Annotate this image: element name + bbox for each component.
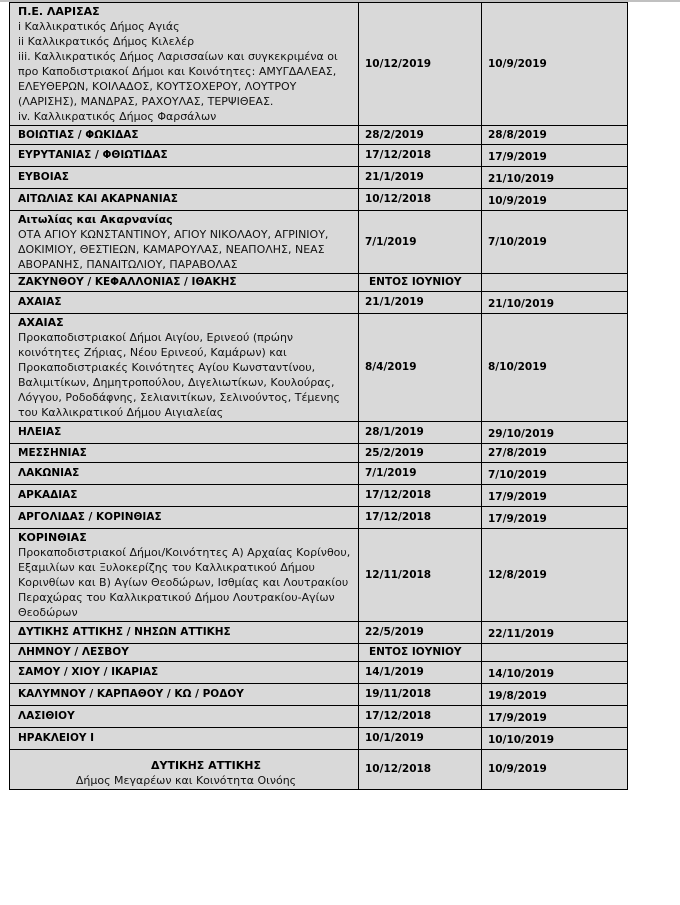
date-end: 7/10/2019 [482, 211, 628, 274]
region-detail: ii Καλλικρατικός Δήμος Κιλελέρ [18, 35, 195, 48]
date-end: 29/10/2019 [482, 422, 628, 444]
date-end: 17/9/2019 [482, 706, 628, 728]
region-name: ΚΑΛΥΜΝΟΥ / ΚΑΡΠΑΘΟΥ / ΚΩ / ΡΟΔΟΥ [10, 684, 359, 706]
region-name: ΖΑΚΥΝΘΟΥ / ΚΕΦΑΛΛΟΝΙΑΣ / ΙΘΑΚΗΣ [10, 274, 359, 292]
date-start: 28/2/2019 [359, 126, 482, 145]
region-cell [10, 211, 359, 274]
date-start: 10/12/2019 [359, 3, 482, 126]
region-detail: iv. Καλλικρατικός Δήμος Φαρσάλων [18, 110, 217, 123]
date-start: 28/1/2019 [359, 422, 482, 444]
region-name: ΒΟΙΩΤΙΑΣ / ΦΩΚΙΔΑΣ [10, 126, 359, 145]
region-name: ΑΧΑΙΑΣ [18, 316, 64, 329]
table-row [10, 507, 628, 529]
table-row [10, 145, 628, 167]
region-detail: Δήμος Μεγαρέων και Κοινότητα Οινόης [75, 774, 297, 787]
region-name: ΑΡΚΑΔΙΑΣ [10, 485, 359, 507]
table-row [10, 622, 628, 644]
region-name: ΑΡΓΟΛΙΔΑΣ / ΚΟΡΙΝΘΙΑΣ [10, 507, 359, 529]
table-row [10, 3, 628, 126]
date-end: 14/10/2019 [482, 662, 628, 684]
region-cell [10, 314, 359, 422]
date-end: 22/11/2019 [482, 622, 628, 644]
date-start: 19/11/2018 [359, 684, 482, 706]
table-row [10, 314, 628, 422]
table-row [10, 463, 628, 485]
date-end: 17/9/2019 [482, 485, 628, 507]
date-end [482, 644, 628, 662]
date-end: 10/9/2019 [482, 189, 628, 211]
date-start: ΕΝΤΟΣ ΙΟΥΝΙΟΥ [359, 644, 482, 662]
table-row [10, 126, 628, 145]
region-name: ΚΟΡΙΝΘΙΑΣ [18, 531, 87, 544]
date-start: 22/5/2019 [359, 622, 482, 644]
date-end: 10/10/2019 [482, 728, 628, 750]
date-start: 10/1/2019 [359, 728, 482, 750]
date-end: 19/8/2019 [482, 684, 628, 706]
region-name: ΛΑΚΩΝΙΑΣ [10, 463, 359, 485]
region-cell [10, 3, 359, 126]
region-name: ΗΛΕΙΑΣ [10, 422, 359, 444]
date-start: 17/12/2018 [359, 706, 482, 728]
table-row [10, 274, 628, 292]
table-row [10, 750, 628, 790]
region-detail: Προκαποδιστριακοί Δήμοι Αιγίου, Ερινεού (πρώην κοινότητες Ζήριας, Νέου Ερινεού, Καμάρων) και Προκαποδιστριακές Κοινότητες Αγίου Κωνσταντίνου, Βαλιμιτίκων, Δημητροπούλου, Διγελιωτίκων, Κουλούρας, Λόγγου, Ροδοδάφνης, Σελιανιτίκων, Σελινούντος, Τέμενης του Καλλικρατικού Δήμου Αιγιαλείας [18, 331, 340, 419]
table-row [10, 292, 628, 314]
table-row [10, 211, 628, 274]
date-end: 27/8/2019 [482, 444, 628, 463]
date-start: 7/1/2019 [359, 463, 482, 485]
region-detail: ΟΤΑ ΑΓΙΟΥ ΚΩΝΣΤΑΝΤΙΝΟΥ, ΑΓΙΟΥ ΝΙΚΟΛΑΟΥ, ΑΓΡΙΝΙΟΥ, ΔΟΚΙΜΙΟΥ, ΘΕΣΤΙΕΩΝ, ΚΑΜΑΡΟΥΛΑΣ, ΝΕΑΠΟΛΗΣ, ΝΕΑΣ ΑΒΟΡΑΝΗΣ, ΠΑΝΑΙΤΩΛΙΟΥ, ΠΑΡΑΒΟΛΑΣ [18, 228, 329, 271]
date-end: 10/9/2019 [482, 3, 628, 126]
date-end: 28/8/2019 [482, 126, 628, 145]
region-detail: iii. Καλλικρατικός Δήμος Λαρισσαίων και συγκεκριμένα οι προ Καποδιστριακοί Δήμοι και Κοινότητες: ΑΜΥΓΔΑΛΕΑΣ, ΕΛΕΥΘΕΡΩΝ, ΚΟΙΛΑΔΟΣ, ΚΟΥΤΣΟΧΕΡΟΥ, ΛΟΥΤΡΟΥ (ΛΑΡΙΣΗΣ), ΜΑΝΔΡΑΣ, ΡΑΧΟΥΛΑΣ, ΤΕΡΨΙΘΕΑΣ. [18, 50, 338, 108]
region-name: ΛΑΣΙΘΙΟΥ [10, 706, 359, 728]
region-name: Π.Ε. ΛΑΡΙΣΑΣ [18, 5, 100, 18]
schedule-table [9, 2, 628, 790]
date-start: 17/12/2018 [359, 485, 482, 507]
date-end: 12/8/2019 [482, 529, 628, 622]
table-row [10, 444, 628, 463]
table-row [10, 662, 628, 684]
region-name: ΜΕΣΣΗΝΙΑΣ [10, 444, 359, 463]
date-end: 10/9/2019 [482, 750, 628, 790]
region-name: ΑΧΑΙΑΣ [10, 292, 359, 314]
date-end [482, 274, 628, 292]
region-detail: Προκαποδιστριακοί Δήμοι/Κοινότητες Α) Αρχαίας Κορίνθου, Εξαμιλίων και Ξυλοκερίζης του Καλλικρατικού Δήμου Κορινθίων και Β) Αγίων Θεοδώρων, Ισθμίας και Λουτρακίου Περαχώρας του Καλλικρατικού Δήμου Λουτρακίου-Αγίων Θεοδώρων [18, 546, 351, 619]
date-start: 17/12/2018 [359, 145, 482, 167]
date-start: 17/12/2018 [359, 507, 482, 529]
region-name: ΛΗΜΝΟΥ / ΛΕΣΒΟΥ [10, 644, 359, 662]
region-name: ΗΡΑΚΛΕΙΟΥ Ι [10, 728, 359, 750]
table-row [10, 644, 628, 662]
table-row [10, 728, 628, 750]
date-end: 8/10/2019 [482, 314, 628, 422]
region-name: ΑΙΤΩΛΙΑΣ ΚΑΙ ΑΚΑΡΝΑΝΙΑΣ [10, 189, 359, 211]
date-start: 10/12/2018 [359, 750, 482, 790]
table-row [10, 189, 628, 211]
date-start: 10/12/2018 [359, 189, 482, 211]
date-end: 21/10/2019 [482, 292, 628, 314]
date-start: 8/4/2019 [359, 314, 482, 422]
table-row [10, 706, 628, 728]
date-end: 17/9/2019 [482, 507, 628, 529]
region-name: ΣΑΜΟΥ / ΧΙΟΥ / ΙΚΑΡΙΑΣ [10, 662, 359, 684]
date-start: 25/2/2019 [359, 444, 482, 463]
date-start: 21/1/2019 [359, 292, 482, 314]
table-row [10, 529, 628, 622]
date-start: 14/1/2019 [359, 662, 482, 684]
date-start: 12/11/2018 [359, 529, 482, 622]
table-row [10, 485, 628, 507]
region-name: ΔΥΤΙΚΗΣ ΑΤΤΙΚΗΣ / ΝΗΣΩΝ ΑΤΤΙΚΗΣ [10, 622, 359, 644]
date-end: 21/10/2019 [482, 167, 628, 189]
region-name: ΔΥΤΙΚΗΣ ΑΤΤΙΚΗΣ [150, 759, 261, 772]
region-cell [10, 529, 359, 622]
table-row [10, 167, 628, 189]
date-start: ΕΝΤΟΣ ΙΟΥΝΙΟΥ [359, 274, 482, 292]
date-start: 21/1/2019 [359, 167, 482, 189]
region-name: ΕΥΒΟΙΑΣ [10, 167, 359, 189]
region-detail: i Καλλικρατικός Δήμος Αγιάς [18, 20, 180, 33]
table-row [10, 684, 628, 706]
region-name: Αιτωλίας και Ακαρνανίας [18, 213, 173, 226]
date-start: 7/1/2019 [359, 211, 482, 274]
region-cell [10, 750, 359, 790]
table-row [10, 422, 628, 444]
date-end: 7/10/2019 [482, 463, 628, 485]
date-end: 17/9/2019 [482, 145, 628, 167]
region-name: ΕΥΡΥΤΑΝΙΑΣ / ΦΘΙΩΤΙΔΑΣ [10, 145, 359, 167]
